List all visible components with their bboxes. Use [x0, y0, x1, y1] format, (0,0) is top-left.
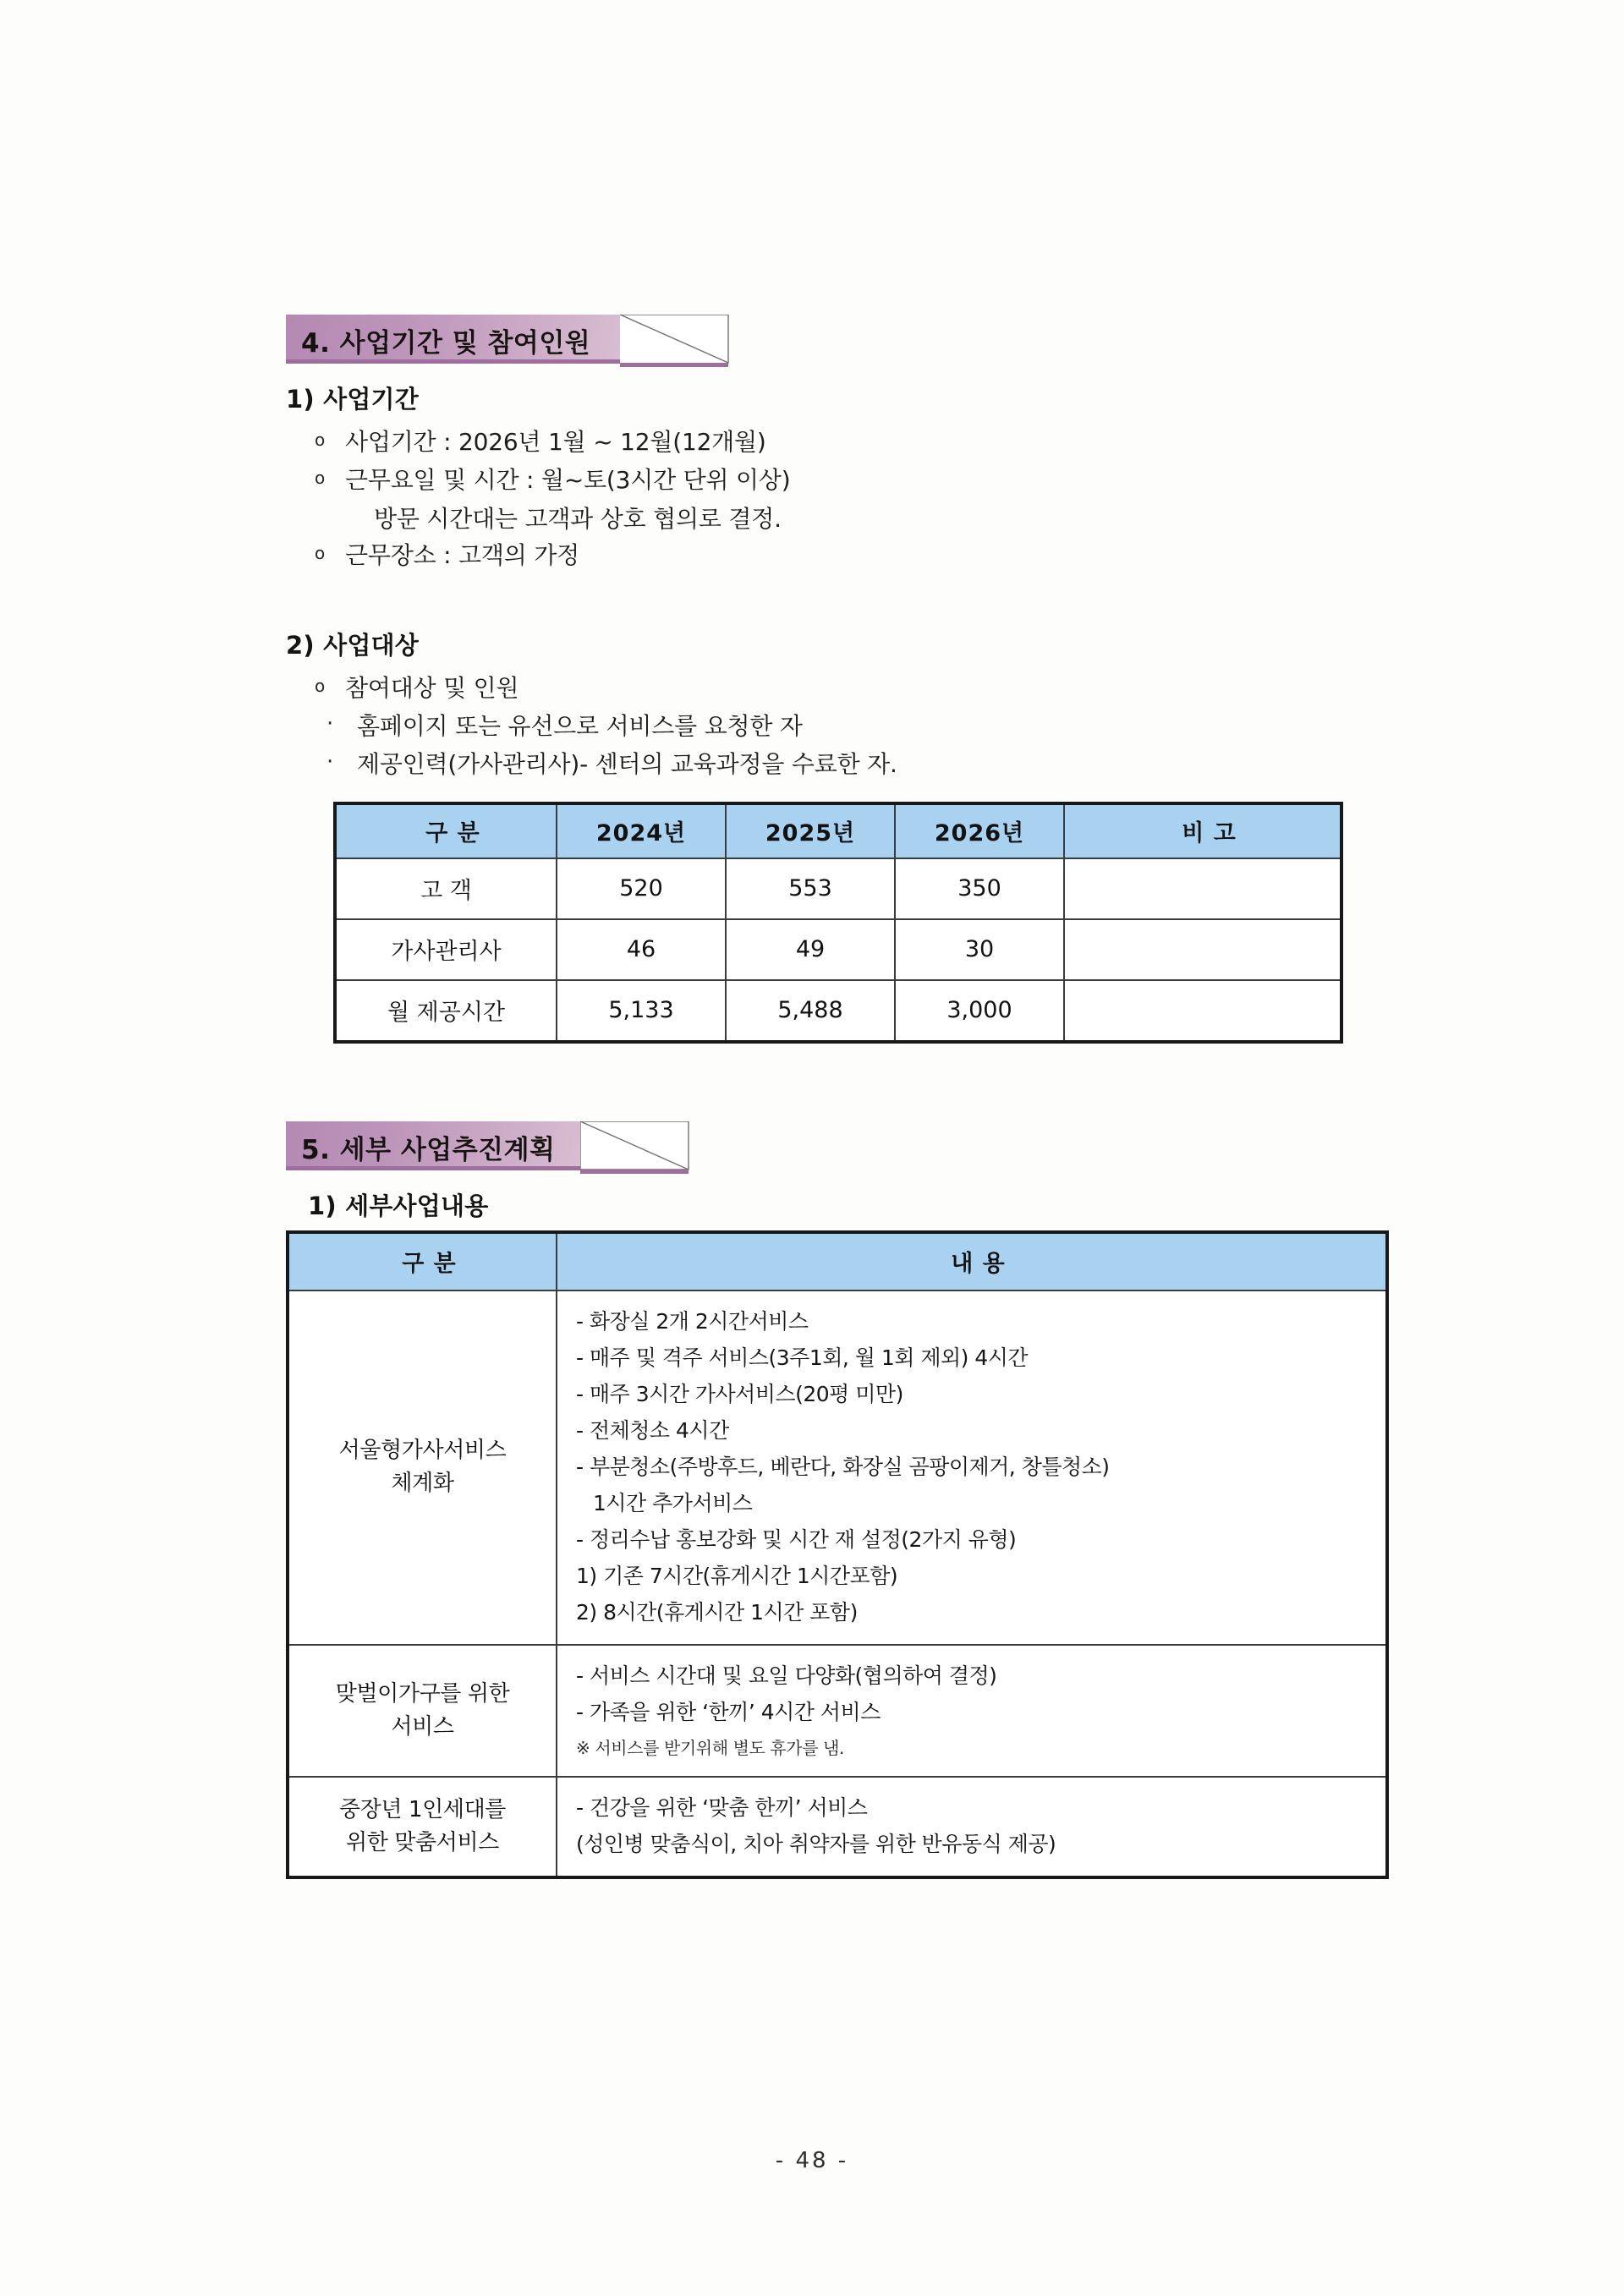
section-4-banner [286, 315, 1402, 369]
heading-business-target: 2) 사업대상 [286, 630, 419, 660]
heading-detailed-plan: 1) 세부사업내용 [308, 1191, 489, 1220]
list-item-text: 근무요일 및 시간 : 월~토(3시간 단위 이상) [345, 466, 791, 495]
row-content-dual-income [557, 1645, 1387, 1777]
list-item-continuation [286, 501, 1402, 537]
row-label-monthly-hours: 월 제공시간 [335, 980, 557, 1042]
list-item-text: 제공인력(가사관리사)- 센터의 교육과정을 수료한 자. [357, 750, 897, 779]
cell-hours-remarks [1064, 980, 1341, 1042]
content-line: (성인병 맞춤식이, 치아 취약자를 위한 반유동식 제공) [576, 1831, 1056, 1856]
detail-table-wrapper [286, 1230, 1402, 1879]
list-item-text: 참여대상 및 인원 [345, 673, 519, 702]
row-label-dual-income: 맞벌이가구를 위한 서비스 [288, 1645, 557, 1777]
content-line: - 매주 및 격주 서비스(3주1회, 월 1회 제외) 4시간 [576, 1345, 1029, 1370]
row-label-seoul-housekeeping: 서울형가사서비스 체계화 [288, 1290, 557, 1645]
list-item [315, 424, 1402, 460]
table-header-row [335, 803, 1341, 858]
table-header-row [288, 1232, 1387, 1290]
bullet-circle-icon: o [315, 543, 326, 564]
page-content [286, 0, 1402, 1879]
bullet-circle-icon: o [315, 430, 326, 450]
content-line: - 부분청소(주방후드, 베란다, 화장실 곰팡이제거, 창틀청소) [576, 1454, 1110, 1479]
column-header-category: 구 분 [335, 803, 557, 858]
row-content-seoul-housekeeping [557, 1290, 1387, 1645]
bullet-circle-icon: o [315, 468, 326, 489]
cell-managers-2025: 49 [726, 919, 895, 980]
table-row [288, 1645, 1387, 1777]
cell-customers-2026: 350 [895, 858, 1064, 919]
row-label-single-household: 중장년 1인세대를 위한 맞춤서비스 [288, 1777, 557, 1877]
cell-hours-2026: 3,000 [895, 980, 1064, 1042]
bullet-dot-icon: · [326, 749, 334, 775]
column-header-2025: 2025년 [726, 803, 895, 858]
section-5-title: 5. 세부 사업추진계획 [301, 1134, 556, 1165]
content-line: - 가족을 위한 ‘한끼’ 4시간 서비스 [576, 1699, 881, 1724]
cell-customers-2024: 520 [557, 858, 726, 919]
cell-managers-2026: 30 [895, 919, 1064, 980]
column-header-2026: 2026년 [895, 803, 1064, 858]
content-line: 1시간 추가서비스 [593, 1490, 753, 1515]
row-label-customers: 고 객 [335, 858, 557, 919]
page-number: - 48 - [775, 2148, 849, 2173]
list-item-text: 홈페이지 또는 유선으로 서비스를 요청한 자 [357, 711, 803, 740]
participant-table [333, 802, 1343, 1044]
table-row [335, 919, 1341, 980]
content-line: - 전체청소 4시간 [576, 1417, 729, 1443]
heading-business-period: 1) 사업기간 [286, 385, 419, 414]
list-item [326, 708, 1402, 744]
content-line: - 정리수납 홍보강화 및 시간 재 설정(2가지 유형) [576, 1526, 1017, 1552]
content-note: ※ 서비스를 받기위해 별도 휴가를 냄. [576, 1737, 844, 1758]
content-line: - 서비스 시간대 및 요일 다양화(협의하여 결정) [576, 1663, 997, 1688]
business-period-list [286, 424, 1402, 574]
cell-managers-2024: 46 [557, 919, 726, 980]
cell-managers-remarks [1064, 919, 1341, 980]
section-4-banner-tail-icon [620, 315, 730, 368]
table-row [288, 1290, 1387, 1645]
content-line: - 화장실 2개 2시간서비스 [576, 1308, 809, 1334]
list-item [315, 670, 1402, 706]
column-header-category: 구 분 [288, 1232, 557, 1290]
bullet-circle-icon: o [315, 675, 326, 696]
content-line: - 매주 3시간 가사서비스(20평 미만) [576, 1381, 903, 1406]
participant-table-wrapper [333, 802, 1402, 1044]
cell-customers-2025: 553 [726, 858, 895, 919]
column-header-2024: 2024년 [557, 803, 726, 858]
column-header-remarks: 비 고 [1064, 803, 1341, 858]
section-4-title: 4. 사업기간 및 참여인원 [301, 328, 591, 359]
list-item-continuation-text: 방문 시간대는 고객과 상호 협의로 결정. [374, 504, 782, 533]
row-label-managers: 가사관리사 [335, 919, 557, 980]
list-item-text: 근무장소 : 고객의 가정 [345, 541, 579, 570]
detail-table [286, 1230, 1389, 1879]
list-item [315, 537, 1402, 573]
content-line: 1) 기존 7시간(휴게시간 1시간포함) [576, 1563, 898, 1588]
cell-customers-remarks [1064, 858, 1341, 919]
content-line: 2) 8시간(휴게시간 1시간 포함) [576, 1599, 858, 1625]
section-5-banner-tail-icon [580, 1121, 690, 1175]
column-header-content: 내 용 [557, 1232, 1387, 1290]
content-line: - 건강을 위한 ‘맞춤 한끼’ 서비스 [576, 1795, 868, 1820]
table-row [335, 858, 1341, 919]
cell-hours-2024: 5,133 [557, 980, 726, 1042]
business-target-list [286, 670, 1402, 783]
cell-hours-2025: 5,488 [726, 980, 895, 1042]
list-item [315, 462, 1402, 498]
section-5-banner [286, 1121, 1402, 1175]
row-content-single-household [557, 1777, 1387, 1877]
bullet-dot-icon: · [326, 710, 334, 737]
table-row [288, 1777, 1387, 1877]
list-item-text: 사업기간 : 2026년 1월 ~ 12월(12개월) [345, 428, 766, 456]
list-item [326, 746, 1402, 782]
table-row [335, 980, 1341, 1042]
